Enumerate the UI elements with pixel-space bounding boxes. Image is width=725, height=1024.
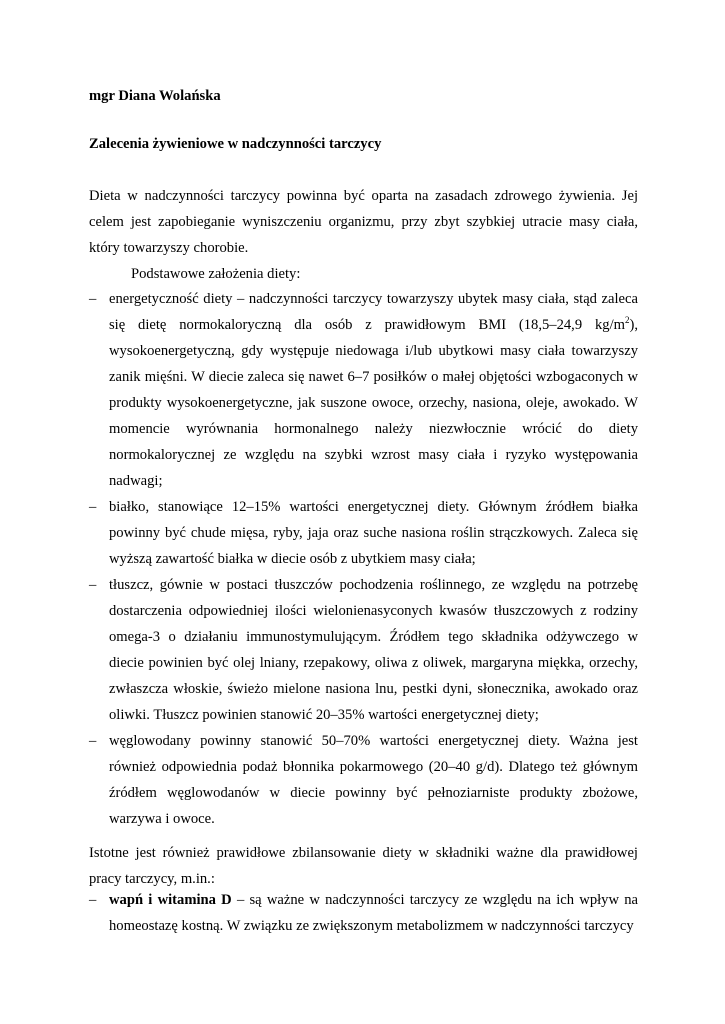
list-item [89,728,638,832]
dash-marker: – [89,892,97,908]
intro-paragraph: Dieta w nadczynności tarczycy powinna być oparta na zasadach zdrowego żywienia. Jej celem jest zapobieganie wyniszczeniu organizmu, przy zbyt szybkiej utracie masy ciała, który towarzyszy chorobie. [89,188,638,256]
list-item [89,286,638,494]
superscript: 2 [624,315,630,326]
balance-paragraph: Istotne jest również prawidłowe zbilansowanie diety w składniki ważne dla prawidłowej pracy tarczycy, m.in.: [89,845,638,887]
item-text: – są ważne w nadczynności tarczycy ze względu na ich wpływ na homeostazę kostną. W związku ze zwiększonym metabolizmem w nadczynności tarczycy [109,892,639,934]
item-text: węglowodany powinny stanowić 50–70% wartości energetycznej diety. Ważna jest również odpowiednia podaż błonnika pokarmowego (20–40 g/d). Dlatego też głównym źródłem węglowodanów w diecie powinny być pełnoziarniste produkty zbożowe, warzywa i owoce. [109,733,638,827]
list-item [89,494,638,572]
item-text: tłuszcz, gównie w postaci tłuszczów pochodzenia roślinnego, ze względu na potrzebę dostarczenia odpowiedniej ilości wielonienasyconych kwasów tłuszczowych z rodziny omega-3 o działaniu immunostymulującym. Źródłem tego składnika odżywczego w diecie powinien być olej lniany, rzepakowy, oliwa z oliwek, margaryna miękka, orzechy, zwłaszcza włoskie, świeżo mielone nasiona lnu, pestki dyni, słonecznika, awokado oraz oliwki. Tłuszcz powinien stanowić 20–35% wartości energetycznej diety; [109,577,638,723]
dash-marker: – [89,499,97,515]
dash-marker: – [89,733,97,749]
document-title: Zalecenia żywieniowe w nadczynności tarczycy [89,136,382,152]
author-name: mgr Diana Wolańska [89,88,221,104]
dash-marker: – [89,577,97,593]
nutrient-name: wapń i witamina D [109,892,232,908]
diet-principles-list [89,286,638,832]
item-text: białko, stanowiące 12–15% wartości energetycznej diety. Głównym źródłem białka powinny być chude mięsa, ryby, jaja oraz suche nasiona roślin strączkowych. Zaleca się wyższą zawartość białka w diecie osób z ubytkiem masy ciała; [109,499,638,567]
item-text: energetyczność diety – nadczynności tarczycy towarzyszy ubytek masy ciała, stąd zaleca się dietę normokaloryczną dla osób z prawidłowym BMI (18,5–24,9 kg/m [109,291,638,333]
nutrients-list [89,887,638,939]
item-text: ), wysokoenergetyczną, gdy występuje niedowaga i/lub ubytkowi masy ciała towarzyszy zanik mięśni. W diecie zaleca się nawet 6–7 posiłków o małej objętości wzbogaconych w produkty wysokoenergetyczne, jak suszone owoce, orzechy, nasiona, oleje, awokado. W momencie wyrównania hormonalnego należy niezwłocznie wrócić do diety normokalorycznej ze względu na szybki wzrost masy ciała i ryzyko występowania nadwagi; [109,317,638,489]
list-item [89,572,638,728]
lead-line: Podstawowe założenia diety: [131,266,301,282]
dash-marker: – [89,291,97,307]
list-item [89,887,638,939]
